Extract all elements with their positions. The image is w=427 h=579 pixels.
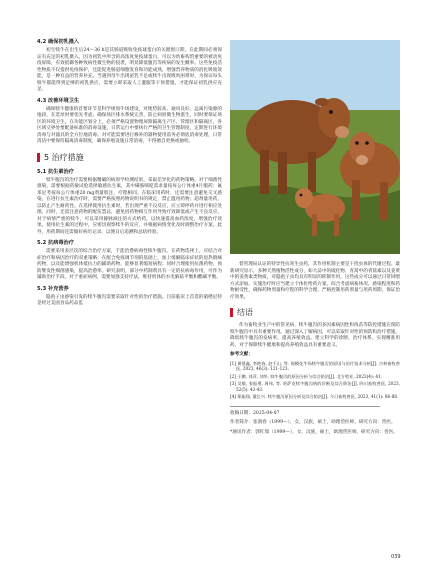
section-5-2-text: 需要采用多层次的综合治疗方案，千能治愈病毒性犊牛腹泻。在药物选择上，应结合对症治疗和病因治疗的双重策略：在配合免疫调节剂的基础上，加上缓解临床症状的退热镇痛药物，以及能增强机体抵抗力的辅助药物，能够显著缩短病程；同时合理使用抗菌药物，预防继发性细菌感染，提高治愈率。研究表明，部分中药制剂具有一定的抗病毒作用，可作为辅助治疗手段。对于重症病例，需要加强支持疗法，维持机体的水电解质平衡和酸碱平衡。	[37, 249, 222, 281]
left-column	[37, 38, 222, 311]
reference-item: [1] 黄建鑫, 李艳春, 赵千山, 等. 规模化牛场犊牛腹泻的原因与治疗技术分析[J]. 吉林畜牧兽医, 2023, 46(3): 121-123.	[230, 360, 400, 372]
conclusion-text: 作为畜牧业生产中的常见病，犊牛腹泻的多因素病因性和疫苗等防控措施在预防犊牛腹泻中具有重要作用。通过深入了解病因，可以采取针对性的预防和治疗措施，降低犊牛腹泻的发病率，提高养殖效益。建立科学的诊断、治疗体系，实现精准用药，对于保障犊牛健康和提高养殖效益具有重要意义。	[230, 323, 400, 348]
section-5-4-text: 隐孢子虫感染引发的犊牛腹泻需要采取针对性的治疗措施。目前临床上首选的硝唑尼特是经过美国食品药品监	[37, 294, 222, 307]
reference-item: [2] 于鹏, 刘萍, 刘华. 犊牛腹泻的原因分析与综合防治[J]. 北方牧业, 2023(4): 41.	[230, 373, 383, 379]
reference-item: [4] 郑振翔, 董长兴. 犊牛腹泻原因分析及综合防治[J]. 今日畜牧兽医, 2023, 41(1): 86-88.	[230, 394, 399, 400]
section-4-3-heading: 4.3 改善环境卫生	[37, 97, 80, 104]
section-4-2-text: 初生犊牛在出生后24～36 h是其肠道吸收免疫球蛋白的关键窗口期，在此期间必须保证有充足的初乳摄入，因为初乳中所含的高浓度免疫球蛋白，可以为幼畜构筑重要的被动免疫屏障，有效抵御各种致病性微生物的侵袭，明显降低腹泻等疾病的发生概率。这些免疫活性物质不仅提供免疫保护，还能促进肠道细胞发育和功能成熟，增强营养物质的消化吸收效能，是一种有益的营养补充。当遇到母牛出现泌乳不足或犊牛出现吸吮困难时，为保证每头犊牛都能得到足够的初乳供应，需要立即采取人工灌服等干预措施，才能保证初乳供应充足。	[37, 48, 222, 93]
right-column	[230, 262, 400, 440]
footnote-divider	[230, 406, 380, 407]
references-title: 参考文献：	[230, 352, 253, 358]
corresponding-author: *通讯作者：郭红瑞（1999—），女，汉族，硕士，助理兽医师，研究方向：兽医。	[230, 429, 398, 435]
conclusion-heading	[230, 307, 400, 318]
references-list	[230, 361, 400, 400]
section-5-1-text: 犊牛腹泻的治疗需要根据精确的病原学检测结果，采取差异化的药物策略。对于细菌性感染，需要根据药敏试验选择敏感抗生素，其中磺胺嘧啶需求量按每公斤体重4片服药；氟苯尼考按每公斤体重20 mg剂量肌注，疗程相同。在临床用药时，还需要注意避免交叉感染。在进行抗生素治疗时，需要严格按照药物说明书的规定，禁止滥用药物、超剂量用药，以防止产生耐药性。在选择使用抗生素时，若出现严重不良反应，应立即停药并进行相应处理。同时，还需注意药物的配伍禁忌，避免因药物相互作用导致疗效降低或产生不良反应。对于病情严重的犊牛，可以采用静脉滴注的方式给药，以快速提高血药浓度，增强治疗效果。使用抗生素的过程中，应密切观察犊牛的反应，并根据病情变化及时调整治疗方案。此外，用药期间还需做好病历记录，以便日后追溯和总结经验。	[37, 177, 222, 235]
section-5-2-heading: 5.2 抗病毒治疗	[37, 240, 74, 247]
section-5-1-heading: 5.1 抗生素治疗	[37, 168, 74, 175]
section-4-3-text: 确保犊牛健康的首要环节是科学规划牛场建设，对地势较高、通风良好、远离污染源的地段，在选址时要优先考虑，确保场区排水系统完善，防止病原微生物滋生，同时要保证场区的环境卫生。在功能区划分上，必须严格设置物理屏障隔离生产区、管理区和隔离区，各区域交界处要配备标准的消毒设施，日常运行中要执行严格的卫生管理制度，定期进行环境清毒与对器具的全方位地消毒。对可能需要进行修补的器物使用前务必彻底消毒处理，日常清洁中要保持隔离清毒制度，确保养殖设施日常消毒，不得擅自更换或抽检。	[37, 106, 222, 145]
heading-accent-bar	[230, 308, 233, 317]
reference-item: [3] 吴敏, 张振勇, 周伟, 等. 哈萨克犊牛腹泻病的诊断及综合防治[J]. 四川畜牧兽医, 2023, 52(5): 42-43.	[230, 381, 400, 392]
article-meta	[230, 411, 400, 437]
heading-accent-bar	[37, 153, 40, 162]
cattle-photo-graphic	[230, 40, 400, 254]
conclusion-title: 结语	[237, 308, 253, 318]
received-date: 收稿日期：2025-04-07	[230, 410, 280, 416]
section-5-4-continued-text: 督管理局认证的特异性抗寄生虫药，其作用机制主要是干扰虫体的代谢过程。最新研究显示，多种天然植物活性成分，如大蒜中的硫化物、青蒿中的青蒿素以及姜黄中的姜黄素类物质，对隐孢子虫均具有明显的抑制作用，这些成分可以通过日常饲喂方式添加。实施治疗时应当建立个体化给药方案，综合考虑病畜体况、感染程度和药物耐受性，确保药物剂量和疗程的科学合理，严格控制用药剂量与用药周期，保证治疗效果。	[230, 262, 400, 300]
sky	[230, 40, 400, 110]
cattle-photo-icon	[230, 40, 400, 254]
section-5-heading	[37, 152, 222, 163]
section-5-title: 5 治疗措施	[44, 152, 84, 162]
author-info: 作者简介：张润春（1999—），女，汉族，硕士，助理兽医师，研究方向：兽医。	[230, 420, 396, 426]
section-4-2-heading: 4.2 确保初乳摄入	[37, 39, 80, 45]
section-5-3-heading: 5.3 补充营养	[37, 285, 69, 292]
page-number: 039	[391, 554, 401, 560]
